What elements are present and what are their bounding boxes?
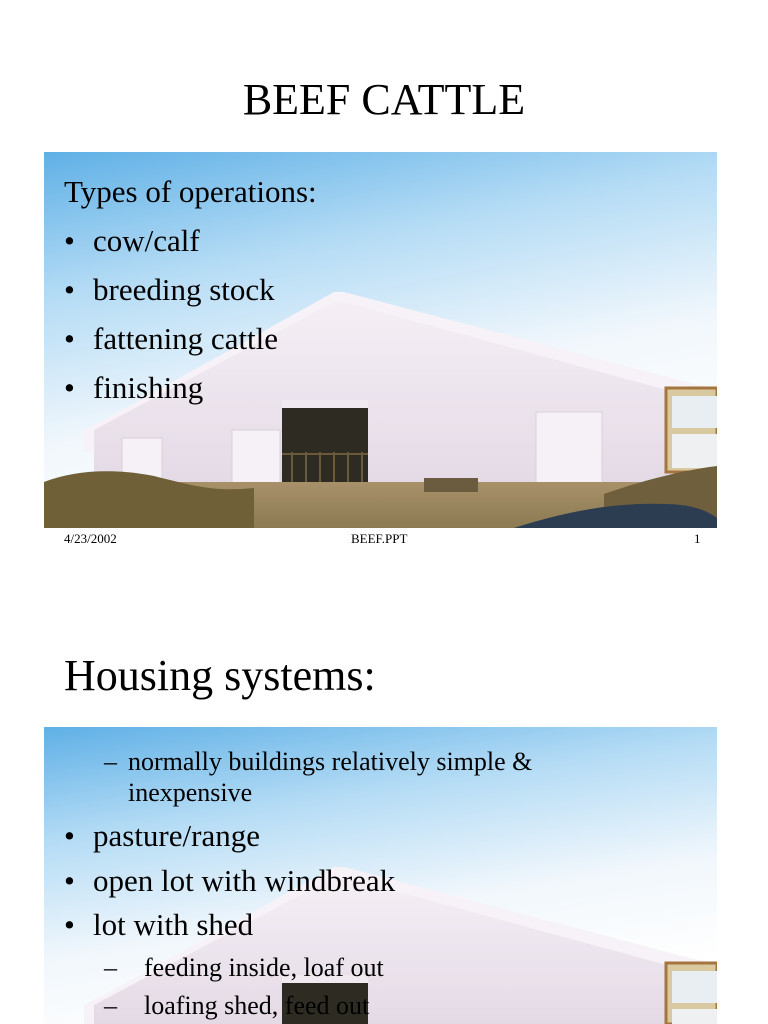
slide2-intro-line1: normally buildings relatively simple & [128,747,533,776]
bullet-symbol: • [64,370,75,405]
footer-filename: BEEF.PPT [351,531,408,546]
slide1-title: BEEF CATTLE [242,75,526,124]
bullet-symbol: • [64,863,75,898]
slide2-bullet-text: lot with shed [93,907,254,942]
bullet-symbol: • [64,223,75,258]
slide2-intro-item [104,747,532,777]
slide2-sub-text: loafing shed, feed out [144,991,370,1020]
bullet-symbol: • [64,907,75,942]
slide1-bullet-item [64,223,200,259]
footer-page-number: 1 [694,531,701,546]
dash-symbol: – [104,747,117,776]
slide2-bullet-item [64,907,253,943]
dash-symbol: – [104,991,117,1020]
slide1-bullet-text: finishing [93,370,204,405]
bullet-symbol: • [64,321,75,356]
slide1-bullet-text: fattening cattle [93,321,279,356]
bullet-symbol: • [64,272,75,307]
slide2-bullet-item [64,863,395,899]
slide2-title: Housing systems: [64,651,376,700]
slide1-bullet-text: breeding stock [93,272,275,307]
slide2-sub-item [104,991,369,1021]
dash-symbol: – [104,953,117,982]
slide2-sub-item [104,953,384,983]
slide2-bullet-text: pasture/range [93,818,260,853]
slide1-bullet-text: cow/calf [93,223,200,258]
bullet-symbol: • [64,818,75,853]
slide1-bullet-item [64,272,275,308]
slide2-intro-line2: inexpensive [128,778,253,807]
slide1-heading: Types of operations: [64,174,317,209]
slide2-sub-text: feeding inside, loaf out [144,953,384,982]
slide1-bullet-item [64,321,278,357]
slide2-bullet-text: open lot with windbreak [93,863,396,898]
footer-date: 4/23/2002 [64,531,117,546]
slide2-bullet-item [64,818,260,854]
slide1-bullet-item [64,370,203,406]
